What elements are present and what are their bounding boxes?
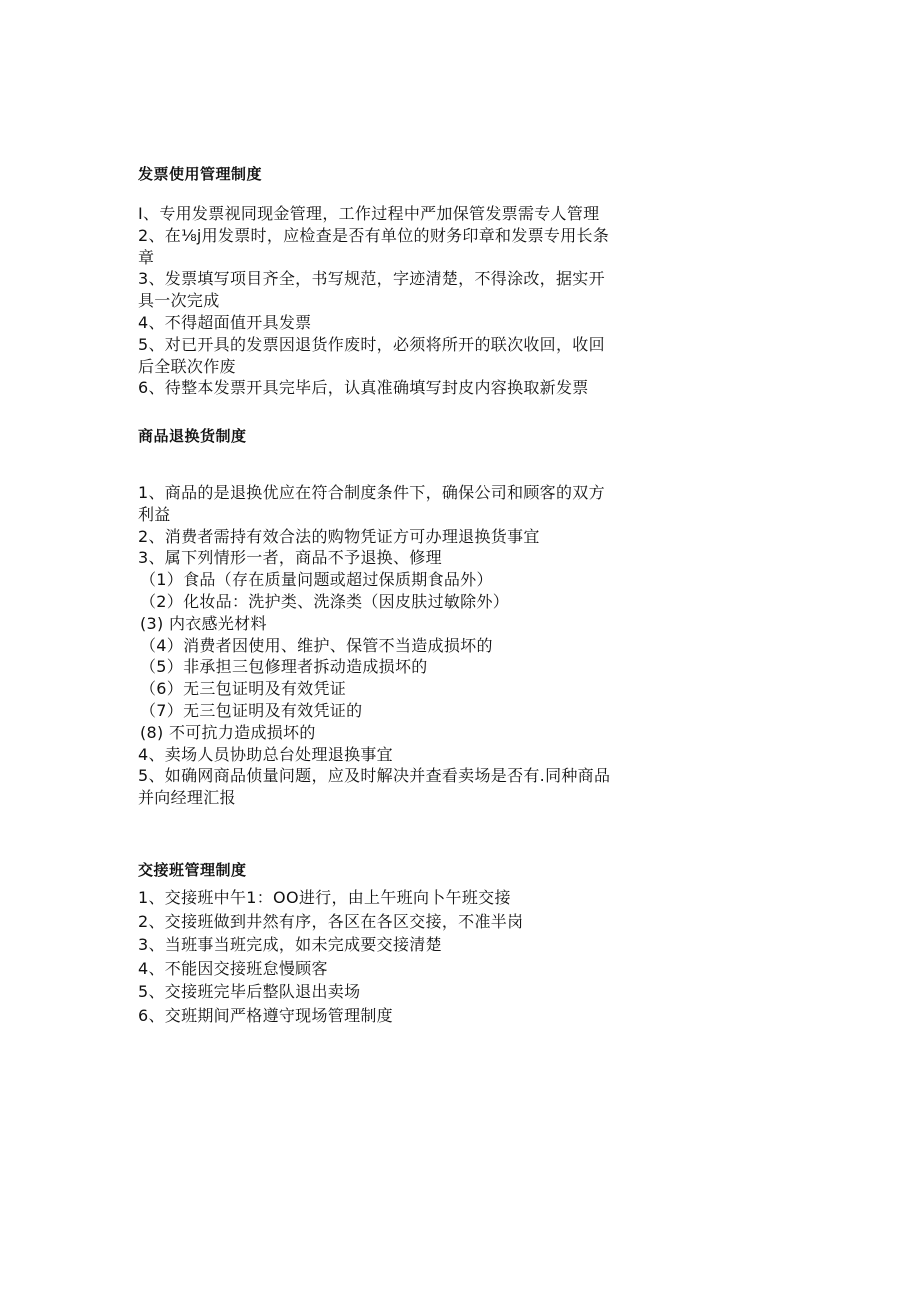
section-returns-list — [138, 482, 683, 809]
list-item: 章 — [138, 247, 155, 267]
list-item: 2、在⅛j用发票时，应检查是否有单位的财务印章和发票专用长条 — [138, 225, 610, 245]
list-item: 并向经理汇报 — [138, 788, 236, 808]
section-invoice-list — [138, 203, 683, 399]
list-item: （5）非承担三包修理者拆动造成损坏的 — [140, 657, 428, 677]
list-item: （2）化妆品：洗护类、洗涤类（因皮肤过敏除外） — [140, 591, 510, 611]
list-item: （7）无三包证明及有效凭证的 — [140, 700, 363, 720]
list-item: 3、发票填写项目齐全，书写规范，字迹清楚，不得涂改，据实开 — [138, 269, 605, 289]
section-title-returns: 商品退换货制度 — [138, 427, 247, 445]
list-item: (3) 内衣感光材料 — [140, 613, 267, 633]
list-item: 4、卖场人员协助总台处理退换事宜 — [138, 744, 393, 764]
section-title-shift-handover: 交接班管理制度 — [138, 861, 247, 879]
list-item: (8) 不可抗力造成损坏的 — [140, 722, 316, 742]
list-item: 5、如确网商品侦量问题，应及时解决并查看卖场是否有.同种商品 — [138, 766, 611, 786]
list-item: （4）消费者因使用、维护、保管不当造成损坏的 — [140, 635, 493, 655]
list-item: 6、交班期间严格遵守现场管理制度 — [138, 1005, 393, 1025]
list-item: （6）无三包证明及有效凭证 — [140, 679, 347, 699]
list-item: 1、商品的是退换优应在符合制度条件下，确保公司和顾客的双方 — [138, 483, 605, 502]
list-item: I、专用发票视同现金管理，工作过程中严加保管发票需专人管理 — [138, 204, 600, 223]
list-item: 3、属下列情形一者，商品不予退换、修理 — [138, 548, 442, 568]
list-item: 5、对已开具的发票因退货作废时，必须将所开的联次收回，收回 — [138, 334, 605, 354]
list-item: 3、当班事当班完成，如未完成要交接清楚 — [138, 935, 442, 955]
list-item: 4、不得超面值开具发票 — [138, 312, 312, 332]
list-item: 利益 — [138, 504, 171, 524]
section-title-invoice: 发票使用管理制度 — [138, 165, 263, 183]
list-item: 后全联次作废 — [138, 356, 236, 376]
list-item: 1、交接班中午1：OO进行，由上午班向卜午班交接 — [138, 888, 511, 907]
list-item: 具一次完成 — [138, 291, 220, 311]
list-item: 5、交接班完毕后整队退出卖场 — [138, 982, 361, 1002]
list-item: 2、消费者需持有效合法的购物凭证方可办理退换货事宜 — [138, 526, 540, 546]
list-item: 4、不能因交接班怠慢顾客 — [138, 958, 328, 978]
list-item: 6、待整本发票开具完毕后，认真准确填写封皮内容换取新发票 — [138, 378, 589, 398]
section-shift-list — [138, 886, 683, 1028]
list-item: 2、交接班做到井然有序，各区在各区交接，不准半岗 — [138, 911, 524, 931]
list-item: （1）食品（存在质量问题或超过保质期食品外） — [140, 570, 493, 590]
